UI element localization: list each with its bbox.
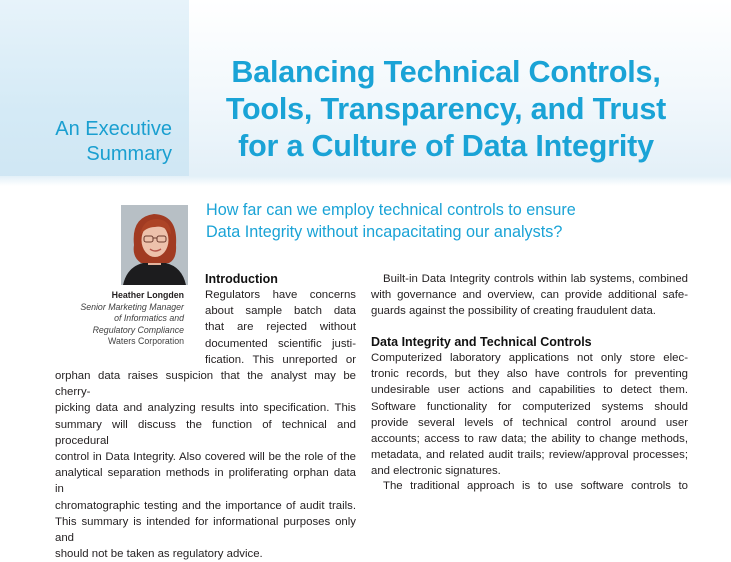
text-line: analytical separation methods in proliferating orphan data in: [55, 467, 356, 496]
text-line: picking data and analyzing results into specification. This: [55, 402, 356, 415]
text-line: Software functionality for computerized systems should: [371, 400, 688, 413]
text-line: summary will discuss the function of technical and procedural: [55, 418, 356, 447]
author-info: [60, 290, 184, 348]
header-band-shadow: [0, 176, 731, 186]
page-title-line-1: Balancing Technical Controls,: [231, 55, 661, 89]
author-company: Waters Corporation: [108, 336, 184, 346]
text-line: accounts; access to raw data; the ability to change methods,: [371, 433, 688, 446]
page-title-line-3: for a Culture of Data Integrity: [238, 129, 654, 163]
text-line: This summary is intended for informational purposes only and: [55, 515, 356, 545]
text-line: should not be taken as regulatory advice.: [55, 548, 263, 561]
introduction-heading: Introduction: [205, 272, 278, 286]
author-title-line-3: Regulatory Compliance: [92, 324, 184, 335]
text-line: with governance and overview, can provide additional safe-: [371, 289, 688, 302]
text-line: orphan data raises suspicion that the analyst may be cherry-: [55, 370, 356, 399]
introduction-paragraph-wrapped: [205, 287, 356, 368]
text-line: documented scientific justi-: [205, 337, 356, 350]
executive-summary-line-2: Summary: [86, 143, 172, 165]
text-line: fication. This unreported or: [205, 353, 356, 366]
author-title-line-1: Senior Marketing Manager: [80, 301, 184, 312]
data-integrity-heading: Data Integrity and Technical Controls: [371, 335, 592, 349]
page-title: [196, 54, 696, 165]
text-line: metadata, and related audit trails; review/approval processes;: [371, 449, 688, 462]
author-photo: [121, 205, 188, 285]
technical-controls-paragraph: [371, 350, 688, 480]
executive-summary-line-1: An Executive: [55, 118, 172, 140]
text-line: undesirable user actions and capabilities to detect them.: [371, 384, 688, 397]
text-line: Computerized laboratory applications not only store elec-: [371, 352, 688, 364]
author-title-line-2: of Informatics and: [114, 313, 184, 323]
text-line: about sample batch data: [205, 305, 356, 318]
header-band: [0, 0, 731, 186]
subtitle-question: [206, 200, 686, 243]
subtitle-line-2: Data Integrity without incapacitating our analysts?: [206, 222, 563, 241]
text-line: tronic records, but they also have controls for preventing: [371, 368, 688, 381]
builtin-controls-paragraph: [371, 271, 688, 320]
text-line: Built-in Data Integrity controls within lab systems, combined: [383, 273, 688, 285]
text-line: The traditional approach is to use software controls to: [383, 480, 688, 492]
text-line: control in Data Integrity. Also covered will be the role of the: [55, 451, 356, 464]
traditional-approach-paragraph: [371, 478, 688, 494]
introduction-paragraph-full: [55, 368, 356, 562]
subtitle-line-1: How far can we employ technical controls to ensure: [206, 201, 576, 219]
text-line: guards against the possibility of creating fraudulent data.: [371, 305, 656, 318]
text-line: chromatographic testing and the importance of audit trails.: [55, 499, 356, 512]
page-title-line-2: Tools, Transparency, and Trust: [225, 92, 667, 126]
text-line: and electronic signatures.: [371, 465, 501, 478]
author-name: Heather Longden: [111, 290, 184, 300]
text-line: Regulators have concerns: [205, 289, 356, 301]
executive-summary-label: [22, 117, 172, 167]
text-line: provide several levels of technical control around user: [371, 416, 688, 429]
text-line: that are rejected without: [205, 321, 356, 334]
